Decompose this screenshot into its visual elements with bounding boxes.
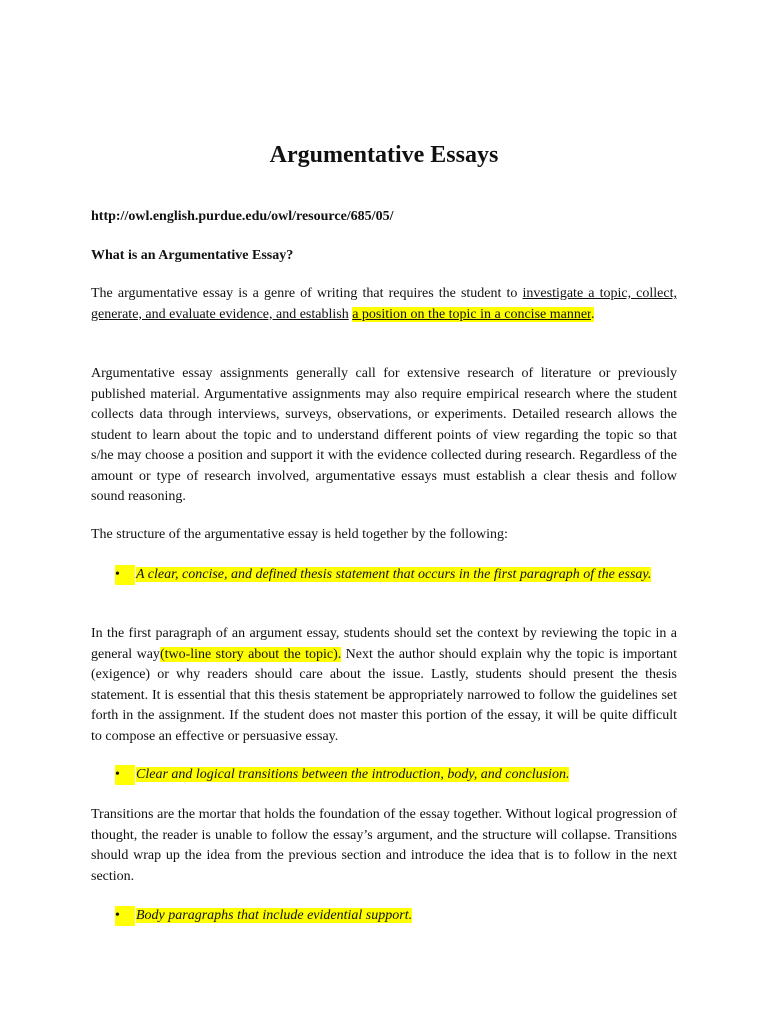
bullet-transitions-text: Clear and logical transitions between the introduction, body, and conclusion. [136,767,570,782]
paragraph-intro-text: The argumentative essay is a genre of writing that requires the student to [91,286,523,301]
highlighted-period: . [590,306,595,322]
bullet-icon: • [115,765,135,785]
bullet-icon: • [115,565,135,585]
underlined-phrase: investigate a topic, collect, generate, and evaluate evidence, and establish [91,286,677,322]
paragraph-first-text: In the first paragraph of an argument essay, students should set the context by reviewing the topic in a general way [91,626,677,662]
paragraph-first-rest: Next the author should explain why the topic is important (exigence) or why readers should care about the issue. Lastly, students should present the thesis statement. It is essential that this thesis statement be appropriately narrowed to follow the guidelines set forth in the assignment. If the student does not master this portion of the essay, it will be quite difficult to compose an effective or persuasive essay. [91,646,677,744]
paragraph-transitions: Transitions are the mortar that holds the foundation of the essay together. Without logical progression of thought, the reader is unable to follow the essay’s argument, and the structure will collapse. Transitions should wrap up the idea from the previous section and introduce the idea that is to follow in the next section. [91,807,677,884]
source-url[interactable]: http://owl.english.purdue.edu/owl/resource/685/05/ [91,209,394,224]
bullet-transitions [115,765,677,785]
highlighted-phrase: a position on the topic in a concise manner [352,306,591,322]
bullet-thesis [115,565,677,585]
bullet-icon: • [115,906,135,926]
bullet-body-text: Body paragraphs that include evidential support. [136,908,413,923]
paragraph-research: Argumentative essay assignments generally call for extensive research of literature or previously published material. Argumentative assignments may also require empirical research where the student collects data through interviews, surveys, observations, or experiments. Detailed research allows the student to learn about the topic and to understand different points of view regarding the topic so that s/he may choose a position and support it with the evidence collected during research. Regardless of the amount or type of research involved, argumentative essays must establish a clear thesis and follow sound reasoning. [91,366,677,504]
highlighted-story: (two-line story about the topic). [159,646,342,662]
section-heading: What is an Argumentative Essay? [91,248,294,263]
document-title: Argumentative Essays [269,142,499,168]
paragraph-first-paragraph [91,624,677,747]
bullet-body [115,906,677,926]
paragraph-structure: The structure of the argumentative essay is held together by the following: [91,527,508,542]
paragraph-intro [91,284,677,325]
bullet-thesis-text: A clear, concise, and defined thesis statement that occurs in the first paragraph of the essay. [136,567,652,582]
